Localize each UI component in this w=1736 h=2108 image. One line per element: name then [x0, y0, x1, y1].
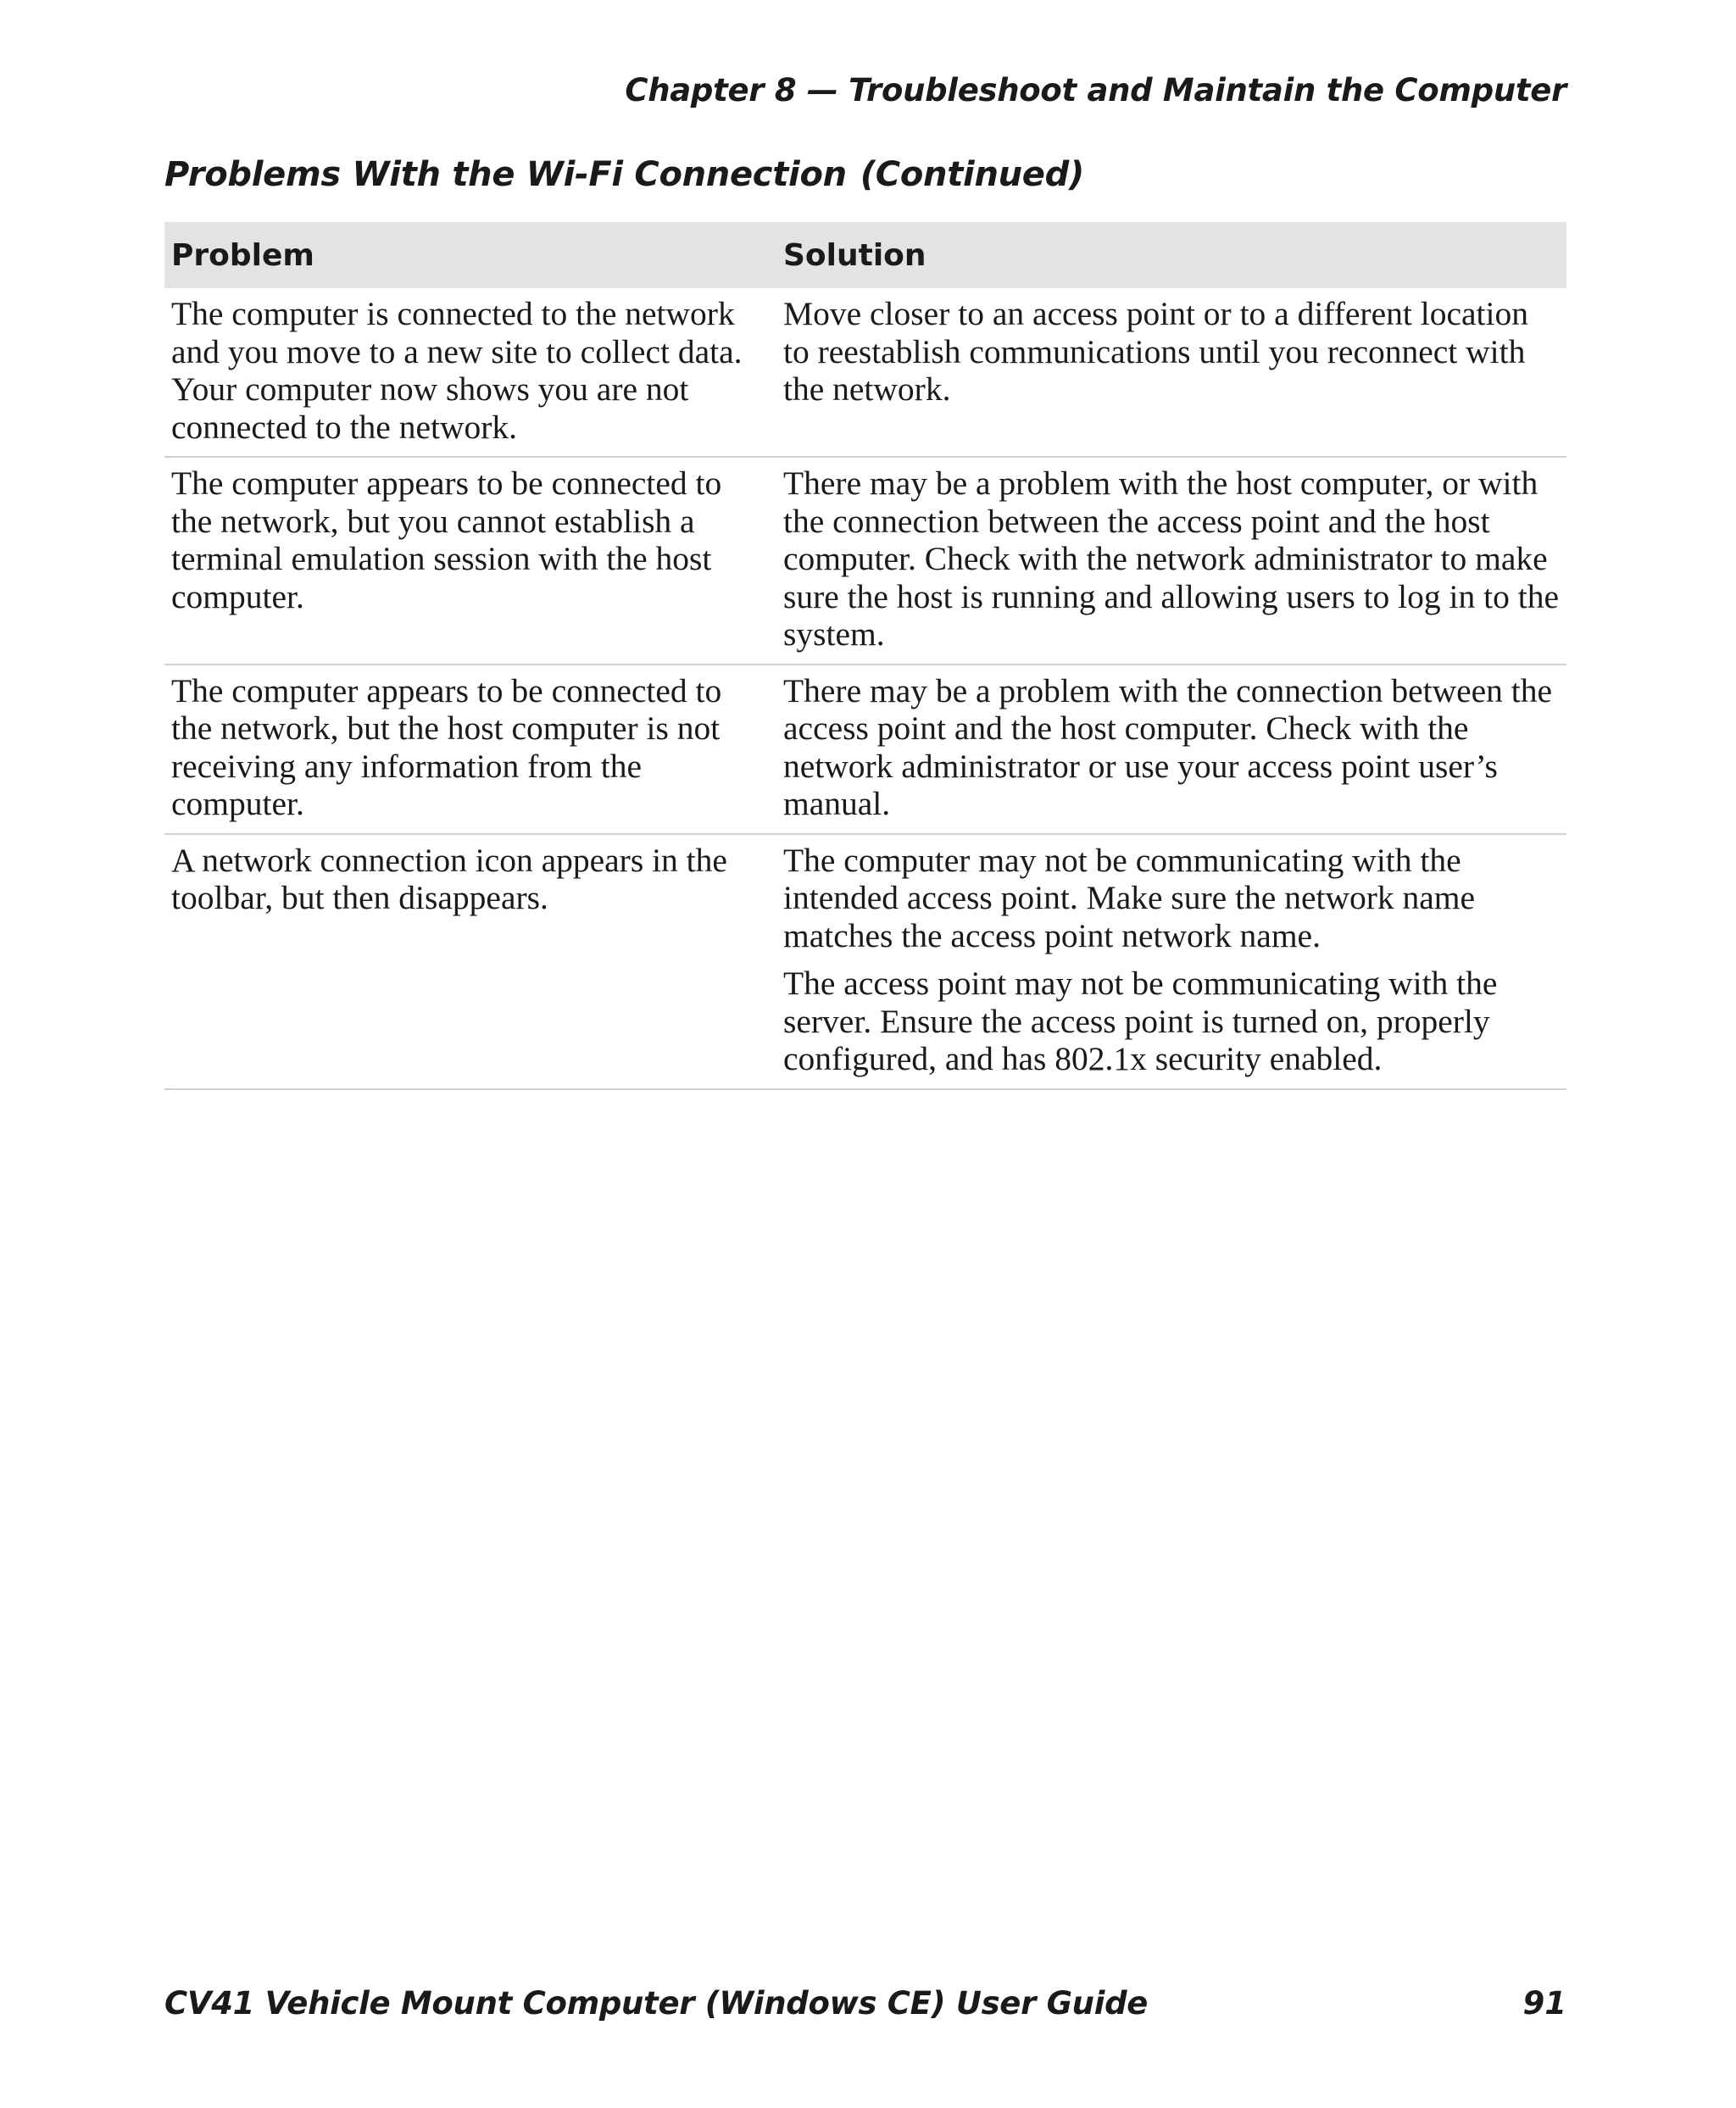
table-header-row [164, 222, 1566, 288]
solution-cell [776, 457, 1566, 665]
solution-text: There may be a problem with the host computer, or with the connection between the access point and the host computer. Check with the network administrator to make sure the host is running and allowing users to log in to the system. [783, 464, 1559, 653]
running-head: Chapter 8 — Troubleshoot and Maintain the Computer [625, 72, 1566, 108]
page-number: 91 [1522, 1985, 1566, 2022]
table-row [164, 665, 1566, 834]
problem-text: The computer appears to be connected to the network, but the host computer is not receiving any information from the computer. [171, 671, 722, 822]
problem-cell [164, 457, 776, 665]
problem-text: The computer is connected to the network and you move to a new site to collect data. Your computer now shows you are not connected to the network. [171, 295, 743, 446]
solution-text: The access point may not be communicating with the server. Ensure the access point is turned on, properly configured, and has 802.1x security enabled. [783, 965, 1498, 1077]
table-row [164, 288, 1566, 457]
solution-text: The computer may not be communicating with the intended access point. Make sure the network name matches the access point network name. [783, 841, 1476, 954]
footer-title: CV41 Vehicle Mount Computer (Windows CE) User Guide [164, 1985, 1149, 2022]
problem-cell [164, 288, 776, 457]
section-title [164, 155, 1084, 194]
section-title-text: Problems With the Wi-Fi Connection [164, 155, 847, 194]
column-header-problem: Problem [164, 222, 776, 288]
section-title-continued: (Continued) [860, 155, 1084, 194]
troubleshooting-table [164, 222, 1566, 1090]
solution-text: Move closer to an access point or to a different location to reestablish communications until you reconnect with the network. [783, 295, 1528, 408]
problem-text: The computer appears to be connected to the network, but you cannot establish a terminal emulation session with the host computer. [171, 464, 722, 615]
table-row [164, 457, 1566, 665]
problem-cell [164, 665, 776, 834]
problem-text: A network connection icon appears in the toolbar, but then disappears. [171, 841, 727, 916]
table-row [164, 834, 1566, 1089]
solution-cell [776, 288, 1566, 457]
column-header-solution: Solution [776, 222, 1566, 288]
solution-text: There may be a problem with the connection between the access point and the host computer. Check with the network administrator or use your access point user’s manual. [783, 671, 1553, 822]
solution-cell [776, 665, 1566, 834]
solution-cell [776, 834, 1566, 1089]
problem-cell [164, 834, 776, 1089]
